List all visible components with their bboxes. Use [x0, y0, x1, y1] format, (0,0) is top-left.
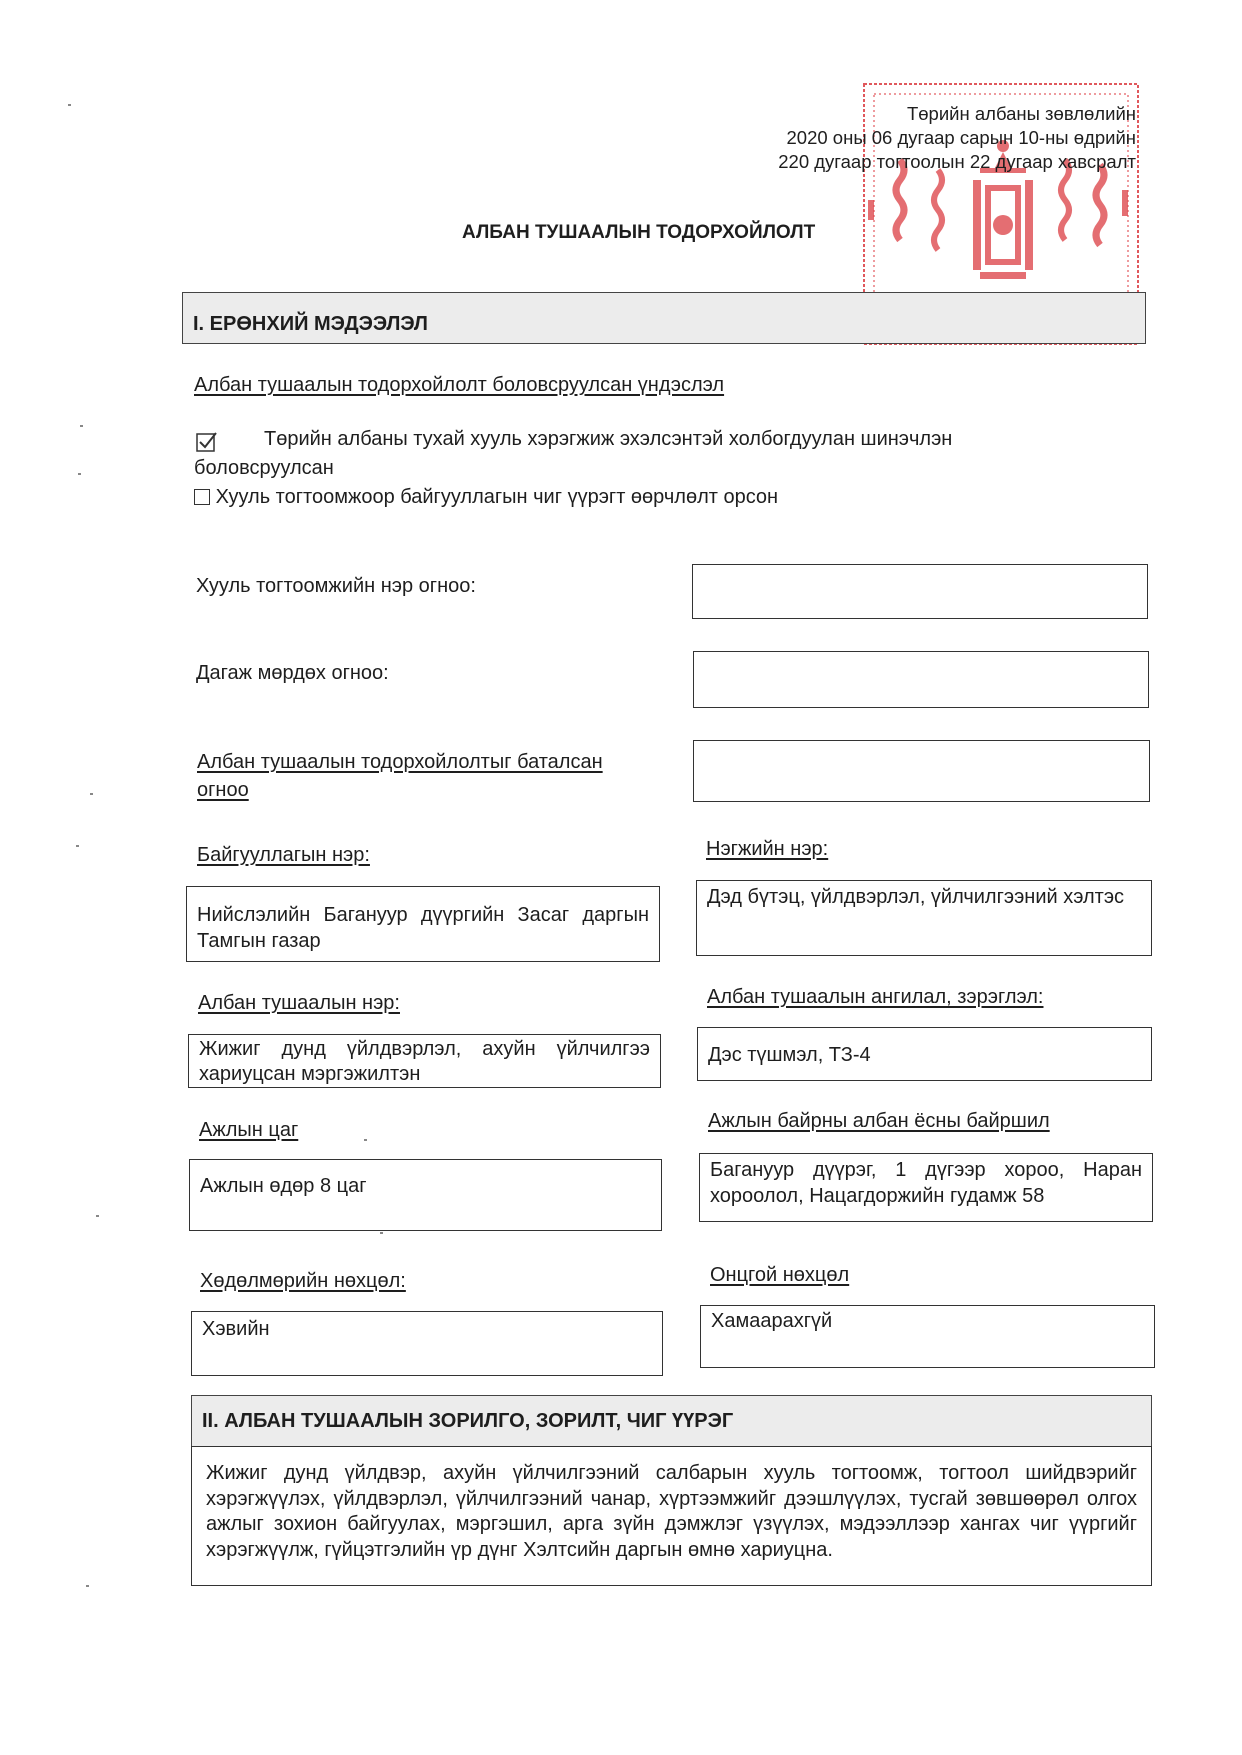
- approved-date-label-line-1: Албан тушаалын тодорхойлолтыг баталсан: [197, 751, 603, 773]
- approved-date-field[interactable]: [693, 740, 1150, 802]
- law-name-label: Хууль тогтоомжийн нэр огноо:: [196, 575, 476, 597]
- law-name-field[interactable]: [692, 564, 1148, 619]
- scan-speck: [86, 1585, 89, 1587]
- location-label: Ажлын байрны албан ёсны байршил: [708, 1110, 1050, 1132]
- checkmark-icon: [196, 431, 218, 453]
- location-field[interactable]: [699, 1153, 1153, 1222]
- scan-speck: [78, 473, 81, 475]
- reference-line-1: Төрийн албаны зөвлөлийн: [906, 103, 1136, 124]
- conditions-field[interactable]: [191, 1311, 663, 1376]
- document-reference: [778, 102, 1136, 174]
- section-1-header: [182, 292, 1146, 344]
- scan-speck: [364, 1139, 367, 1141]
- special-conditions-value: Хамаарахгүй: [711, 1310, 833, 1332]
- scan-speck: [68, 104, 71, 106]
- position-class-field[interactable]: [697, 1027, 1152, 1081]
- option-2-checkbox[interactable]: [194, 489, 210, 505]
- scan-speck: [96, 1215, 99, 1217]
- work-hours-field[interactable]: [189, 1159, 662, 1231]
- org-name-field[interactable]: [186, 886, 660, 962]
- org-name-label: Байгууллагын нэр:: [197, 844, 370, 866]
- option-2[interactable]: [194, 484, 778, 510]
- scan-speck: [380, 1232, 383, 1234]
- scan-speck: [80, 425, 83, 427]
- approved-date-value: [694, 741, 1149, 749]
- position-name-value: Жижиг дунд үйлдвэрлэл, ахуйн үйлчилгээ хариуцсан мэргэжилтэн: [199, 1038, 650, 1085]
- conditions-value: Хэвийн: [202, 1318, 270, 1340]
- conditions-label: Хөдөлмөрийн нөхцөл:: [200, 1270, 406, 1292]
- effective-date-label: Дагаж мөрдөх огноо:: [196, 662, 389, 684]
- document-title: АЛБАН ТУШААЛЫН ТОДОРХОЙЛОЛТ: [462, 222, 816, 243]
- work-hours-value: Ажлын өдөр 8 цаг: [200, 1175, 367, 1197]
- unit-name-label: Нэгжийн нэр:: [706, 838, 829, 860]
- approved-date-label-line-2: огноо: [197, 779, 249, 801]
- position-name-label: Албан тушаалын нэр:: [198, 992, 400, 1014]
- position-name-field[interactable]: [188, 1034, 661, 1088]
- section-1-title: I. ЕРӨНХИЙ МЭДЭЭЛЭЛ: [193, 313, 428, 335]
- special-conditions-label: Онцгой нөхцөл: [710, 1264, 850, 1286]
- option-1-label-line-1: Төрийн албаны тухай хууль хэрэгжиж эхэлсэнтэй холбогдуулан шинэчлэн: [264, 428, 953, 450]
- scan-speck: [76, 845, 79, 847]
- location-value: Багануур дүүрэг, 1 дүгээр хороо, Наран хороолол, Нацагдоржийн гудамж 58: [710, 1159, 1142, 1207]
- reference-line-2: 2020 оны 06 дугаар сарын 10-ны өдрийн: [786, 127, 1136, 148]
- section-2-title: II. АЛБАН ТУШААЛЫН ЗОРИЛГО, ЗОРИЛТ, ЧИГ ҮҮРЭГ: [202, 1410, 734, 1432]
- law-name-value: [693, 565, 1147, 573]
- position-class-label: Албан тушаалын ангилал, зэрэглэл:: [707, 986, 1044, 1008]
- position-class-value: Дэс түшмэл, ТЗ-4: [708, 1044, 871, 1066]
- effective-date-value: [694, 652, 1148, 660]
- option-2-label: Хууль тогтоомжоор байгууллагын чиг үүрэгт өөрчлөлт орсон: [215, 486, 779, 508]
- effective-date-field[interactable]: [693, 651, 1149, 708]
- option-1-checkbox[interactable]: [196, 431, 218, 453]
- unit-name-field[interactable]: [696, 880, 1152, 956]
- unit-name-value: Дэд бүтэц, үйлдвэрлэл, үйлчилгээний хэлтэс: [707, 886, 1125, 908]
- basis-heading: Албан тушаалын тодорхойлолт боловсруулсан үндэслэл: [194, 374, 725, 396]
- section-2-body: [191, 1446, 1152, 1586]
- section-2-body-text: Жижиг дунд үйлдвэр, ахуйн үйлчилгээний салбарын хууль тогтоомж, тогтоол шийдвэрийг хэрэгжүүлэх, үйлдвэрлэл, үйлчилгээний чанар, хүртээмжийг дээшлүүлэх, тусгай зөвшөөрөл олгох ажлыг зохион байгуулах, мэргэшил, арга зүйн дэмжлэг үзүүлэх, мэдээллээр хангах чиг үүргийг хэрэгжүүлж, гүйцэтгэлийн үр дүнг Хэлтсийн даргын өмнө хариуцна.: [206, 1462, 1137, 1561]
- section-2-header: [191, 1395, 1152, 1447]
- option-1-label-line-2: боловсруулсан: [194, 457, 334, 479]
- work-hours-label: Ажлын цаг: [199, 1119, 299, 1141]
- scan-speck: [90, 793, 93, 795]
- org-name-value: Нийслэлийн Багануур дүүргийн Засаг даргын Тамгын газар: [197, 904, 649, 952]
- reference-line-3: 220 дугаар тогтоолын 22 дугаар хавсралт: [778, 151, 1136, 172]
- special-conditions-field[interactable]: [700, 1305, 1155, 1368]
